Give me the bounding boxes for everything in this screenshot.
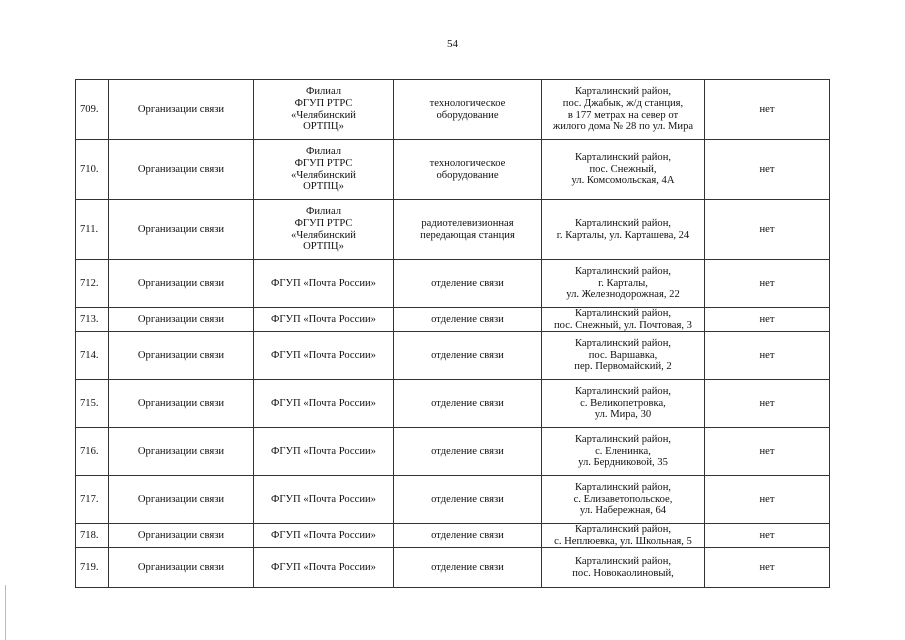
- table-row: [76, 428, 830, 476]
- page-number: 54: [447, 38, 458, 50]
- organization-cell: [254, 380, 394, 428]
- object-type-cell-line: технологическое: [429, 157, 506, 169]
- organization-cell-line: Филиал: [305, 86, 342, 98]
- organization-cell: [254, 548, 394, 588]
- address-cell-line: с. Великопетровка,: [580, 397, 666, 409]
- object-type-cell: [394, 524, 542, 548]
- organization-cell-line: Филиал: [305, 206, 342, 218]
- organization-cell-line: ОРТПЦ»: [303, 121, 344, 133]
- address-cell: [542, 548, 705, 588]
- organization-cell: [254, 140, 394, 200]
- organization-cell: [254, 200, 394, 260]
- organization-cell-line: ФГУП РТРС: [294, 157, 353, 169]
- category-cell: Организации связи: [109, 428, 254, 476]
- object-type-cell: [394, 428, 542, 476]
- address-cell-line: Карталинский район,: [574, 217, 672, 229]
- object-type-cell-line: отделение связи: [431, 493, 504, 505]
- category-cell: Организации связи: [109, 308, 254, 332]
- address-cell: [542, 380, 705, 428]
- organization-cell: [254, 476, 394, 524]
- organization-cell: [254, 308, 394, 332]
- object-type-cell-line: оборудование: [436, 169, 499, 181]
- object-type-cell-line: отделение связи: [431, 349, 504, 361]
- address-cell-line: Карталинский район,: [574, 308, 672, 319]
- address-cell-line: с. Неплюевка, ул. Школьная, 5: [554, 535, 692, 547]
- row-number-cell: 713.: [76, 308, 109, 332]
- organization-cell-line: «Челябинский: [291, 229, 356, 241]
- object-type-cell-line: отделение связи: [431, 277, 504, 289]
- organization-cell: [254, 260, 394, 308]
- row-number-cell: 718.: [76, 524, 109, 548]
- object-type-cell-line: отделение связи: [431, 445, 504, 457]
- category-cell: Организации связи: [109, 548, 254, 588]
- row-number-cell: 712.: [76, 260, 109, 308]
- organization-cell-line: ОРТПЦ»: [303, 181, 344, 193]
- address-cell-line: Карталинский район,: [574, 556, 672, 568]
- scan-edge-line: [5, 585, 6, 640]
- object-type-cell-line: отделение связи: [431, 529, 504, 541]
- organization-cell: [254, 80, 394, 140]
- table-row: [76, 308, 830, 332]
- status-cell: нет: [705, 260, 830, 308]
- object-type-cell-line: технологическое: [429, 97, 506, 109]
- address-cell-line: ул. Бердниковой, 35: [578, 457, 668, 469]
- address-cell-line: Карталинский район,: [574, 152, 672, 164]
- address-cell-line: ул. Комсомольская, 4А: [571, 175, 675, 187]
- organization-cell-line: «Челябинский: [291, 109, 356, 121]
- organization-cell-line: ФГУП «Почта России»: [271, 445, 376, 457]
- address-cell-line: пос. Снежный, ул. Почтовая, 3: [554, 319, 692, 331]
- status-cell: нет: [705, 332, 830, 380]
- status-cell: нет: [705, 548, 830, 588]
- address-cell: [542, 80, 705, 140]
- status-cell: нет: [705, 476, 830, 524]
- object-type-cell-line: отделение связи: [431, 313, 504, 325]
- address-cell-line: Карталинский район,: [574, 524, 672, 536]
- address-cell-line: г. Карталы, ул. Карташева, 24: [556, 229, 690, 241]
- address-cell-line: пос. Джабык, ж/д станция,: [562, 97, 684, 109]
- organization-cell-line: ФГУП РТРС: [294, 97, 353, 109]
- organization-cell-line: Филиал: [305, 146, 342, 158]
- organization-cell: [254, 428, 394, 476]
- table-row: [76, 548, 830, 588]
- status-cell: нет: [705, 200, 830, 260]
- status-cell: нет: [705, 524, 830, 548]
- registry-body: [76, 80, 830, 588]
- organization-cell-line: ФГУП «Почта России»: [271, 349, 376, 361]
- category-cell: Организации связи: [109, 524, 254, 548]
- table-row: [76, 332, 830, 380]
- organization-cell-line: ФГУП «Почта России»: [271, 397, 376, 409]
- object-type-cell-line: радиотелевизионная: [421, 217, 514, 229]
- row-number-cell: 709.: [76, 80, 109, 140]
- row-number-cell: 716.: [76, 428, 109, 476]
- object-type-cell-line: отделение связи: [431, 562, 504, 574]
- table-row: [76, 200, 830, 260]
- address-cell-line: пос. Варшавка,: [588, 349, 658, 361]
- address-cell-line: г. Карталы,: [598, 277, 648, 289]
- table-row: [76, 524, 830, 548]
- object-type-cell-line: передающая станция: [420, 229, 515, 241]
- object-type-cell: [394, 308, 542, 332]
- table-row: [76, 260, 830, 308]
- address-cell: [542, 140, 705, 200]
- organization-cell-line: ФГУП «Почта России»: [271, 277, 376, 289]
- address-cell-line: Карталинский район,: [574, 266, 672, 278]
- address-cell-line: Карталинский район,: [574, 482, 672, 494]
- address-cell: [542, 200, 705, 260]
- address-cell-line: ул. Набережная, 64: [579, 505, 667, 517]
- category-cell: Организации связи: [109, 476, 254, 524]
- table-row: [76, 380, 830, 428]
- status-cell: нет: [705, 428, 830, 476]
- address-cell: [542, 524, 705, 548]
- address-cell: [542, 308, 705, 332]
- address-cell: [542, 428, 705, 476]
- address-cell-line: Карталинский район,: [574, 338, 672, 350]
- object-type-cell-line: отделение связи: [431, 397, 504, 409]
- row-number-cell: 719.: [76, 548, 109, 588]
- table-row: [76, 80, 830, 140]
- organization-cell: [254, 332, 394, 380]
- organization-cell-line: «Челябинский: [291, 169, 356, 181]
- object-type-cell: [394, 476, 542, 524]
- status-cell: нет: [705, 380, 830, 428]
- address-cell-line: пос. Новокаолиновый,: [572, 567, 674, 579]
- address-cell-line: пер. Первомайский, 2: [574, 361, 672, 373]
- object-type-cell: [394, 260, 542, 308]
- address-cell-line: Карталинский район,: [574, 434, 672, 446]
- address-cell: [542, 332, 705, 380]
- address-cell-line: в 177 метрах на север от: [567, 109, 679, 121]
- category-cell: Организации связи: [109, 380, 254, 428]
- status-cell: нет: [705, 140, 830, 200]
- address-cell-line: с. Еленинка,: [595, 445, 651, 457]
- address-cell-line: ул. Мира, 30: [594, 409, 652, 421]
- organization-cell-line: ФГУП «Почта России»: [271, 313, 376, 325]
- row-number-cell: 710.: [76, 140, 109, 200]
- row-number-cell: 717.: [76, 476, 109, 524]
- status-cell: нет: [705, 308, 830, 332]
- category-cell: Организации связи: [109, 80, 254, 140]
- object-type-cell: [394, 140, 542, 200]
- address-cell-line: ул. Железнодорожная, 22: [566, 289, 680, 301]
- address-cell-line: Карталинский район,: [574, 86, 672, 98]
- object-type-cell: [394, 332, 542, 380]
- category-cell: Организации связи: [109, 200, 254, 260]
- object-type-cell: [394, 200, 542, 260]
- object-type-cell: [394, 380, 542, 428]
- address-cell: [542, 260, 705, 308]
- category-cell: Организации связи: [109, 332, 254, 380]
- object-type-cell: [394, 548, 542, 588]
- row-number-cell: 711.: [76, 200, 109, 260]
- organization-cell-line: ФГУП «Почта России»: [271, 529, 376, 541]
- category-cell: Организации связи: [109, 140, 254, 200]
- address-cell-line: жилого дома № 28 по ул. Мира: [552, 121, 694, 133]
- object-type-cell: [394, 80, 542, 140]
- organization-cell-line: ФГУП «Почта России»: [271, 493, 376, 505]
- organization-cell-line: ОРТПЦ»: [303, 241, 344, 253]
- status-cell: нет: [705, 80, 830, 140]
- category-cell: Организации связи: [109, 260, 254, 308]
- table-row: [76, 476, 830, 524]
- registry-table: [75, 79, 830, 588]
- organization-cell: [254, 524, 394, 548]
- organization-cell-line: ФГУП РТРС: [294, 217, 353, 229]
- object-type-cell-line: оборудование: [436, 109, 499, 121]
- organization-cell-line: ФГУП «Почта России»: [271, 562, 376, 574]
- address-cell-line: Карталинский район,: [574, 386, 672, 398]
- row-number-cell: 715.: [76, 380, 109, 428]
- address-cell-line: пос. Снежный,: [589, 163, 657, 175]
- row-number-cell: 714.: [76, 332, 109, 380]
- address-cell: [542, 476, 705, 524]
- table-row: [76, 140, 830, 200]
- address-cell-line: с. Елизаветопольское,: [573, 493, 673, 505]
